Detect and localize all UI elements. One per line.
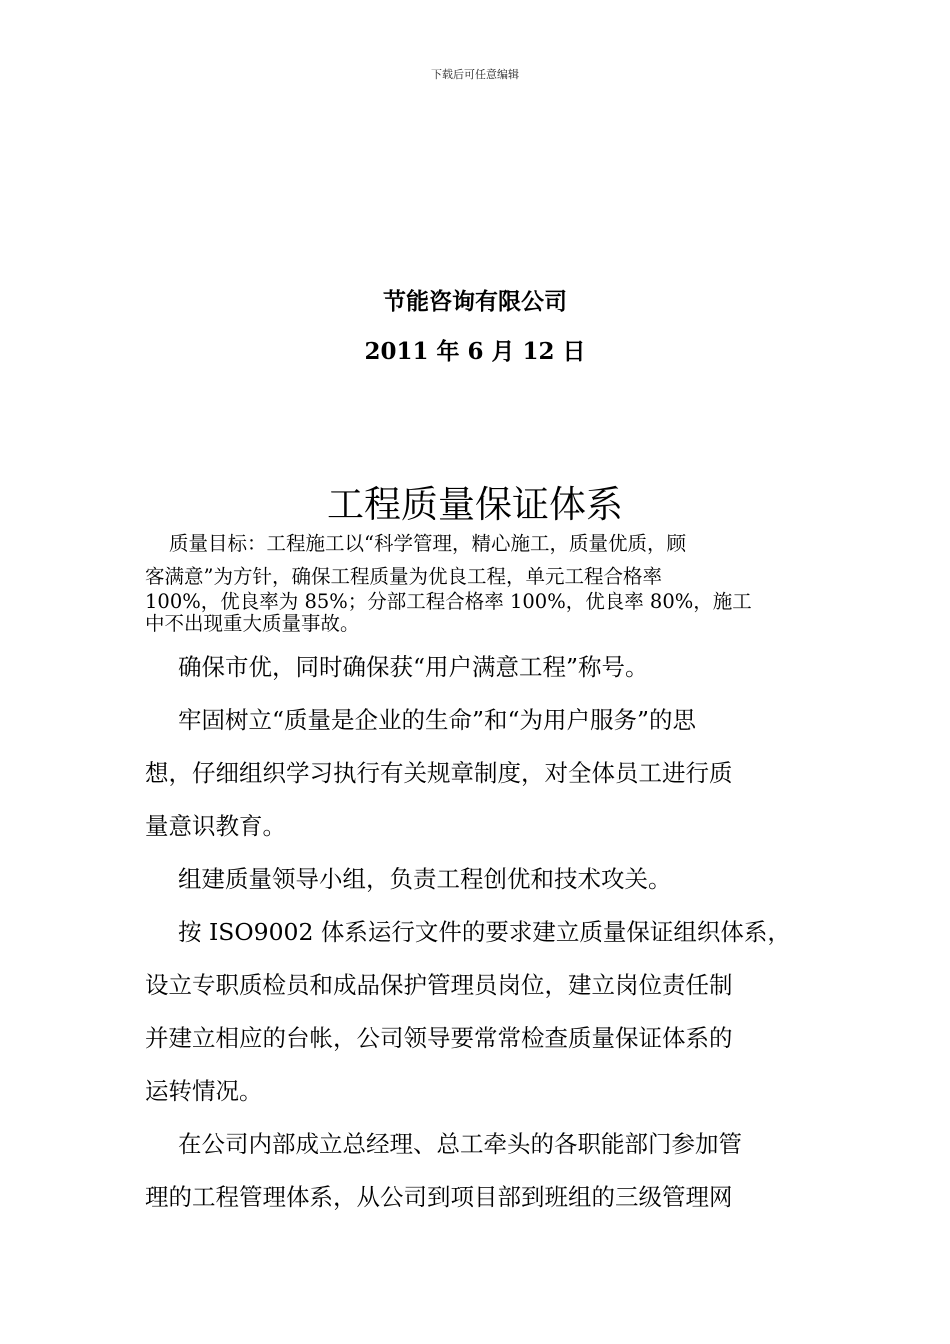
company-name: 节能咨询有限公司 xyxy=(383,288,567,315)
paragraph-line: 运转情况。 xyxy=(145,1077,263,1105)
paragraph-1 xyxy=(145,653,810,709)
paragraph-line: 设立专职质检员和成品保护管理员岗位，建立岗位责任制 xyxy=(145,971,733,999)
paragraph-line: 量意识教育。 xyxy=(145,812,286,840)
paragraph-line: 确保市优，同时确保获“用户满意工程”称号。 xyxy=(178,653,649,681)
intro-line: 客满意”为方针，确保工程质量为优良工程，单元工程合格率 xyxy=(145,564,662,588)
paragraph-line: 组建质量领导小组，负责工程创优和技术攻关。 xyxy=(178,865,672,893)
document-date: 2011 年 6 月 12 日 xyxy=(364,338,586,365)
paragraph-line: 按 ISO9002 体系运行文件的要求建立质量保证组织体系， xyxy=(178,918,791,946)
document-title: 工程质量保证体系 xyxy=(327,483,623,526)
paragraph-5 xyxy=(145,1130,810,1239)
quality-goal-section xyxy=(145,534,810,639)
intro-line: 质量目标：工程施工以“科学管理，精心施工，质量优质，顾 xyxy=(169,532,686,555)
intro-line: 100%，优良率为 85%；分部工程合格率 100%，优良率 80%，施工 xyxy=(145,590,752,613)
paragraph-4 xyxy=(145,918,810,1133)
header-note: 下载后可任意编辑 xyxy=(431,68,519,81)
paragraph-line: 牢固树立“质量是企业的生命”和“为用户服务”的思 xyxy=(178,706,697,734)
body-text xyxy=(145,653,810,1239)
paragraph-3 xyxy=(145,865,810,921)
intro-line: 中不出现重大质量事故。 xyxy=(145,611,360,635)
paragraph-line: 理的工程管理体系，从公司到项目部到班组的三级管理网 xyxy=(145,1183,733,1211)
paragraph-line: 并建立相应的台帐，公司领导要常常检查质量保证体系的 xyxy=(145,1024,733,1052)
paragraph-line: 在公司内部成立总经理、总工牵头的各职能部门参加管 xyxy=(178,1130,742,1158)
paragraph-2 xyxy=(145,706,810,868)
paragraph-line: 想，仔细组织学习执行有关规章制度，对全体员工进行质 xyxy=(145,759,733,787)
